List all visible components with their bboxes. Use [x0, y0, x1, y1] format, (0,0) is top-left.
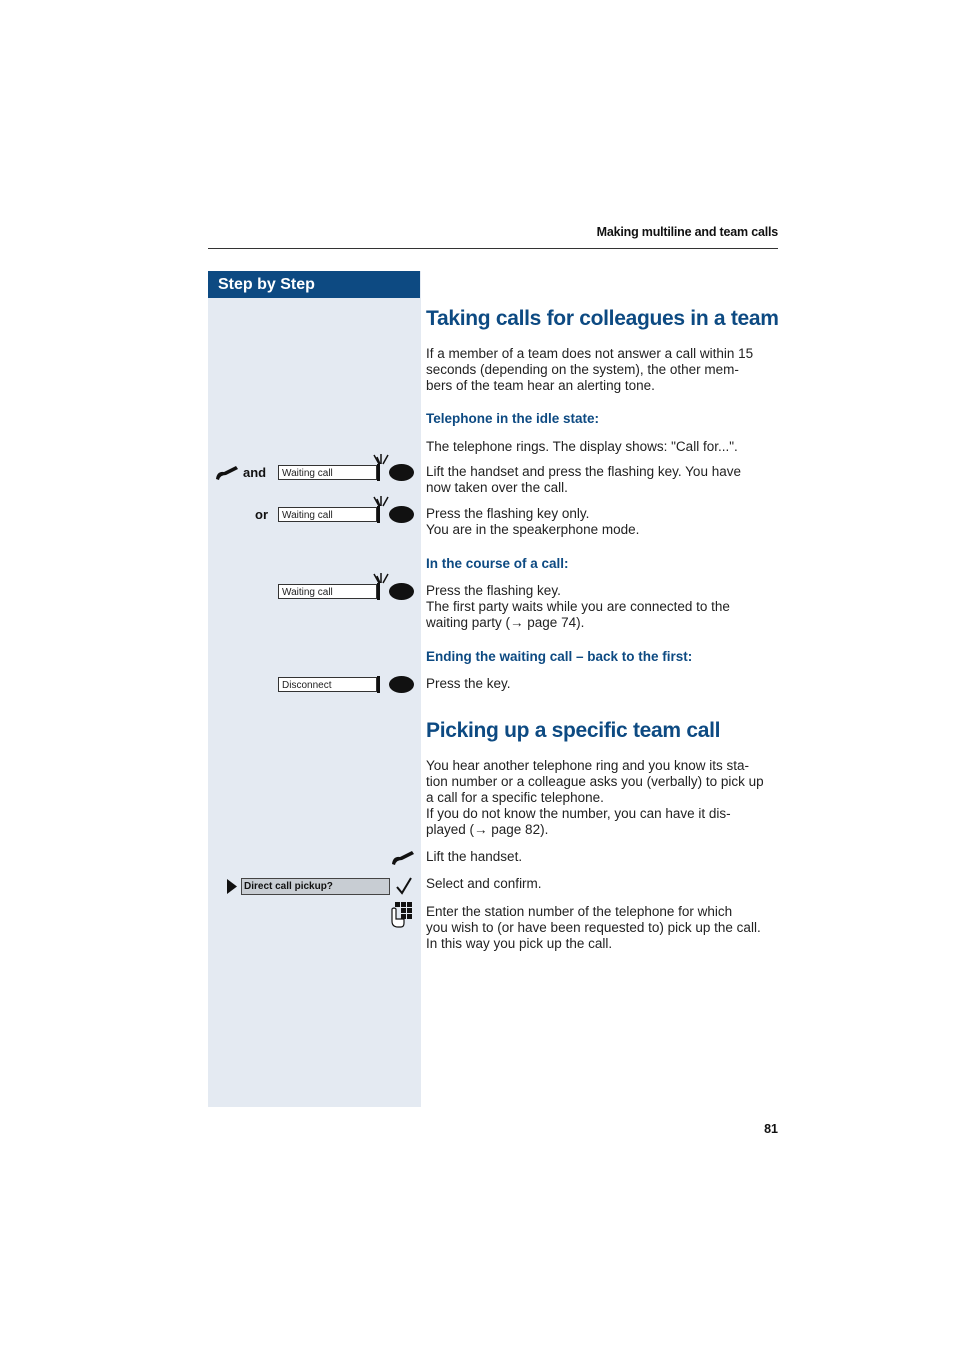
display-end-marker	[377, 676, 380, 693]
section-intro-team-calls: If a member of a team does not answer a call within 15 seconds (depending on the system), the other mem- bers of the team hear an alerting tone.	[426, 346, 754, 393]
step-text-press-key: Press the key.	[426, 676, 511, 691]
connector-and: and	[243, 465, 267, 480]
display-end-marker	[377, 464, 380, 481]
flash-indicator-icon	[371, 454, 391, 466]
flashing-key-button[interactable]	[389, 506, 414, 523]
display-end-marker	[377, 506, 380, 523]
handset-icon	[214, 463, 240, 488]
subheading-idle-state: Telephone in the idle state:	[426, 411, 600, 426]
section-title-specific-team-call: Picking up a specific team call	[426, 719, 721, 742]
connector-or: or	[255, 507, 268, 522]
display-waiting-call: Waiting call	[278, 465, 377, 480]
disconnect-key-button[interactable]	[389, 676, 414, 693]
subheading-during-call: In the course of a call:	[426, 556, 569, 571]
display-end-marker	[377, 583, 380, 600]
step-text-lift-and-press: Lift the handset and press the flashing key. You have now taken over the call.	[426, 464, 741, 495]
step-text-select-confirm: Select and confirm.	[426, 876, 542, 891]
step-text-press-flashing-key: Press the flashing key only. You are in the speakerphone mode.	[426, 506, 640, 537]
subheading-ending-waiting-call: Ending the waiting call – back to the first:	[426, 649, 693, 664]
checkmark-icon[interactable]	[395, 876, 413, 901]
flash-indicator-icon	[371, 496, 391, 508]
flash-indicator-icon	[371, 573, 391, 585]
flashing-key-button[interactable]	[389, 583, 414, 600]
keypad-icon[interactable]	[389, 901, 413, 934]
idle-state-text: The telephone rings. The display shows: "Call for...".	[426, 439, 738, 454]
step-text-lift-handset: Lift the handset.	[426, 849, 523, 864]
header-rule	[208, 248, 778, 249]
display-waiting-call: Waiting call	[278, 584, 377, 599]
page-number: 81	[764, 1122, 778, 1136]
step-text-press-flashing-key-during-call: Press the flashing key. The first party waits while you are connected to the waiting party (→ page 74).	[426, 583, 730, 630]
menu-item-direct-call-pickup[interactable]: Direct call pickup?	[241, 878, 390, 895]
flashing-key-button[interactable]	[389, 464, 414, 481]
running-header: Making multiline and team calls	[596, 225, 778, 239]
sidebar-title: Step by Step	[208, 271, 420, 298]
display-waiting-call: Waiting call	[278, 507, 377, 522]
handset-icon	[390, 848, 416, 873]
menu-pointer-icon	[226, 878, 238, 900]
section-title-team-calls: Taking calls for colleagues in a team	[426, 307, 779, 330]
section-intro-specific-team-call: You hear another telephone ring and you know its sta- tion number or a colleague asks you (verbally) to pick up a call for a specific telephone. If you do not know the number, you can have it dis- played (→ page 82).	[426, 758, 764, 837]
display-disconnect: Disconnect	[278, 677, 377, 692]
step-text-enter-station-number: Enter the station number of the telephone for which you wish to (or have been requested to) pick up the call. In this way you pick up the call.	[426, 904, 761, 951]
